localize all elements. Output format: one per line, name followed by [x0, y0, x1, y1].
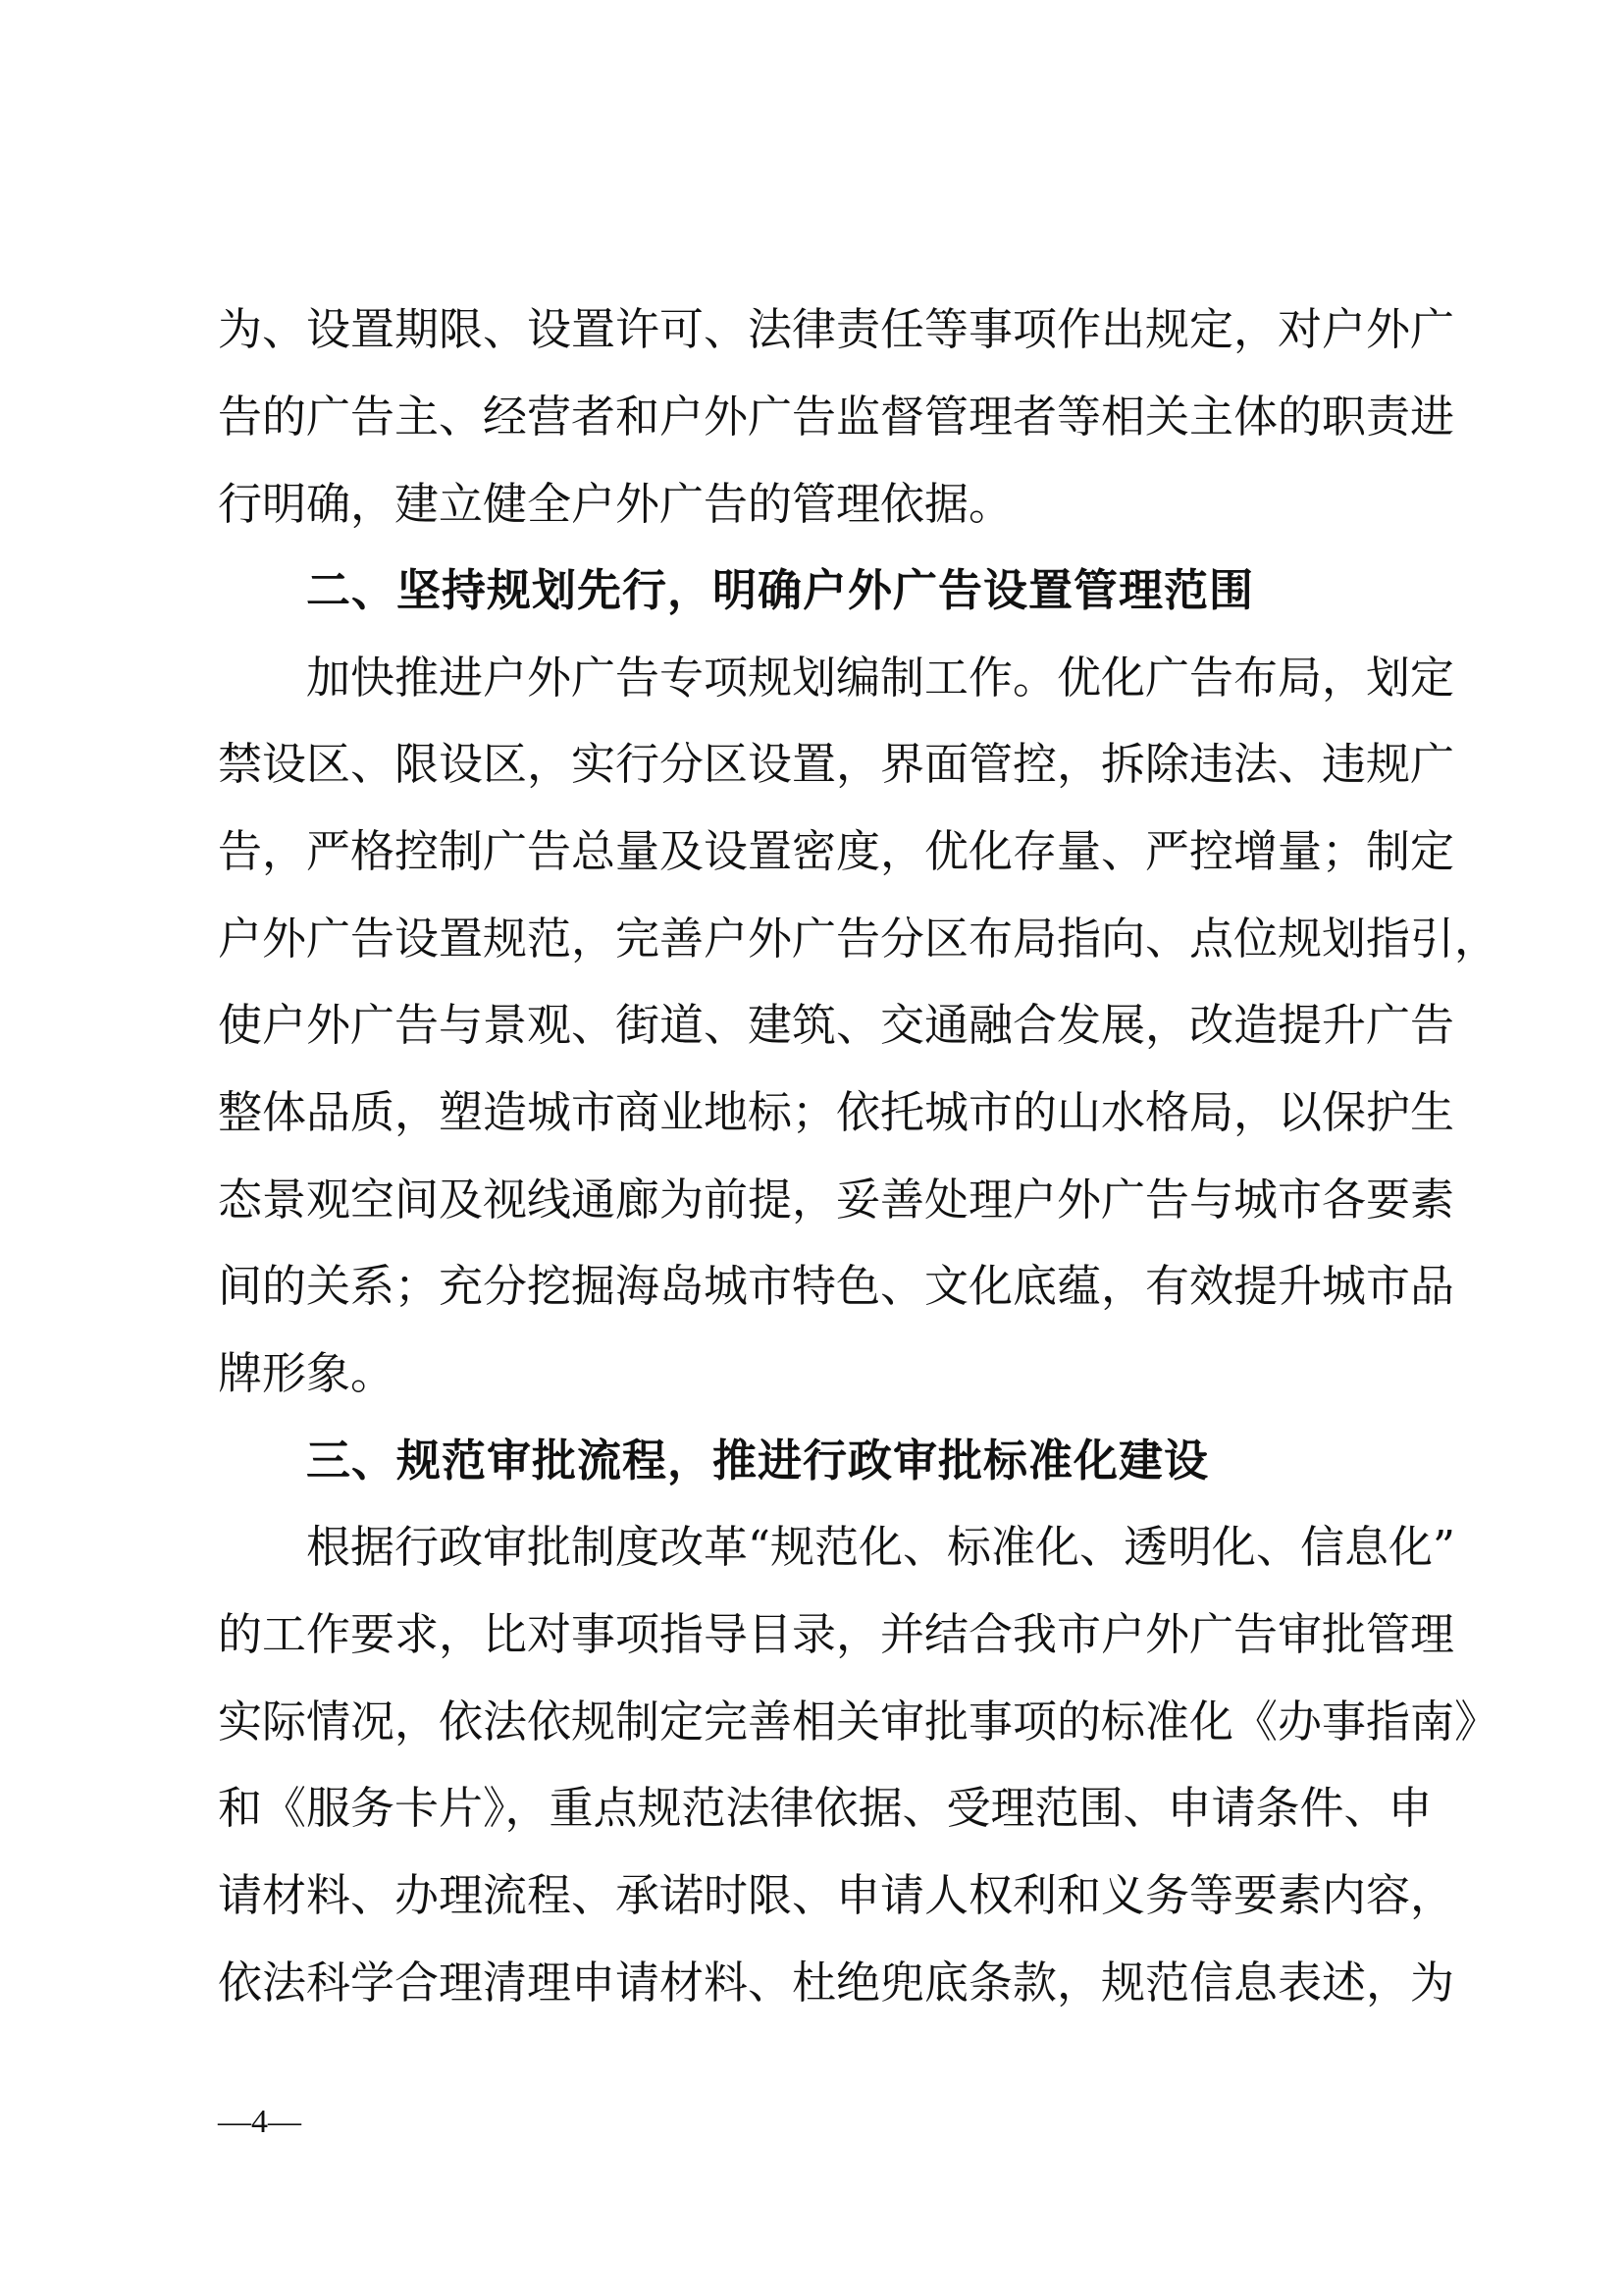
section-heading: 三、规范审批流程，推进行政审批标准化建设 [306, 1435, 1210, 1487]
body-text-line: 态景观空间及视线通廊为前提，妥善处理户外广告与城市各要素 [218, 1174, 1455, 1226]
body-text-line: 实际情况，依法依规制定完善相关审批事项的标准化《办事指南》 [218, 1696, 1499, 1748]
body-text-line: 禁设区、限设区，实行分区设置，界面管控，拆除违法、违规广 [218, 738, 1455, 790]
body-text-line: 的工作要求，比对事项指导目录，并结合我市户外广告审批管理 [218, 1608, 1455, 1660]
body-text-line: 为、设置期限、设置许可、法律责任等事项作出规定，对户外广 [218, 303, 1455, 355]
body-text-line: 加快推进户外广告专项规划编制工作。优化广告布局，划定 [306, 652, 1455, 704]
body-text-line: 行明确，建立健全户外广告的管理依据。 [218, 478, 1014, 530]
section-heading: 二、坚持规划先行，明确户外广告设置管理范围 [306, 564, 1255, 616]
body-text-line: 和《服务卡片》，重点规范法律依据、受理范围、申请条件、申 [218, 1782, 1433, 1834]
body-text-line: 整体品质，塑造城市商业地标；依托城市的山水格局，以保护生 [218, 1086, 1455, 1138]
body-text-line: 根据行政审批制度改革“规范化、标准化、透明化、信息化” [306, 1521, 1456, 1573]
body-text-line: 告的广告主、经营者和户外广告监督管理者等相关主体的职责进 [218, 391, 1455, 443]
body-text-line: 户外广告设置规范，完善户外广告分区布局指向、点位规划指引， [218, 913, 1499, 965]
body-text-line: 告，严格控制广告总量及设置密度，优化存量、严控增量；制定 [218, 825, 1455, 877]
page-number: —4— [218, 2104, 301, 2140]
body-text-line: 使户外广告与景观、街道、建筑、交通融合发展，改造提升广告 [218, 999, 1455, 1051]
body-text-line: 请材料、办理流程、承诺时限、申请人权利和义务等要素内容， [218, 1869, 1455, 1921]
body-text-line: 牌形象。 [218, 1347, 395, 1399]
body-text-line: 间的关系；充分挖掘海岛城市特色、文化底蕴，有效提升城市品 [218, 1260, 1455, 1312]
body-text-line: 依法科学合理清理申请材料、杜绝兜底条款，规范信息表述，为 [218, 1957, 1455, 2009]
